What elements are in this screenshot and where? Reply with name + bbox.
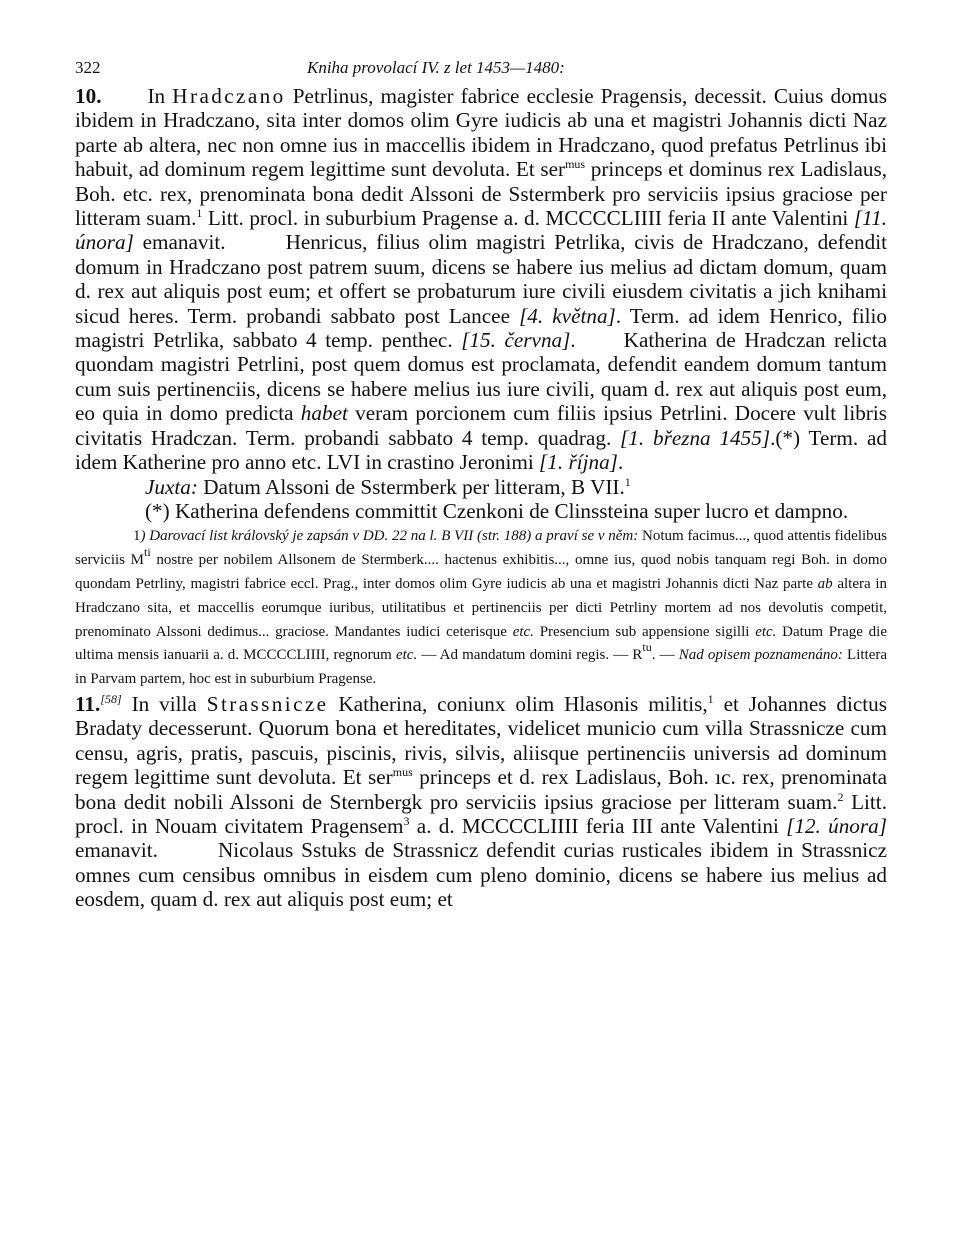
text-run: .	[570, 328, 576, 353]
entry-11	[75, 692, 887, 912]
superscript: mus	[392, 765, 413, 780]
main-text	[75, 84, 887, 912]
footnote-lead: ) Darovací list královský je zapsán v DD. 22 na l. B VII (str. 188) a praví se v něm:	[140, 528, 639, 545]
footnote-text	[75, 525, 887, 692]
running-title: Kniha provolací IV. z let 1453—1480:	[307, 58, 565, 77]
footnote-ref: 3	[403, 813, 410, 828]
text-run: . Term. ad idem Henrico, filio magistri Petrlika, sabbato 4 temp. penthec.	[75, 303, 887, 353]
juxta-line	[75, 475, 887, 499]
juxta-label: Juxta:	[145, 474, 198, 499]
text-run: et Johannes dictus Bradaty decesserunt. Quorum bona et hereditates, videlicet municio cum villa Strassnicze cum censu, agris, pratis, pascuis, piscinis, rivis, silvis, aliisque pertinenciis universis ad dominum regem legittime sunt devoluta. Et ser	[75, 691, 888, 790]
entry-number: 10.	[75, 84, 102, 108]
page-number: 322	[75, 58, 101, 77]
date-note: [1. března 1455]	[620, 425, 771, 450]
text-run: .(*) Term. ad idem Katherine pro anno etc. LVI in crastino Jeronimi	[75, 425, 887, 475]
text-run: In	[147, 84, 173, 108]
text-run: emanavit.	[133, 230, 226, 255]
text-run: Petrlinus, magister fabrice ecclesie Pragensis, decessit. Cuius domus ibidem in Hradczano, sita inter domos olim Gyre iudicis ab una et magistri Johannis dicti Naz parte ab altera, nec non omne ius in maccellis ibidem in Hradczano, quod prefatus Petrlinus ibi habuit, ad dominum regem legittime sunt devoluta. Et ser	[75, 84, 888, 182]
text-run: — Ad mandatum domini regis. — R	[417, 647, 643, 664]
text-run: Nicolaus Sstuks de Strassnicz defendit curias rusticales ibidem in Strassnicz omnes cum censibus omnibus in eisdem cum pleno dominio, dicens se habere ius melius ad eosdem, quam d. rex aut aliquis post eum; et	[75, 838, 887, 912]
date-note: [4. května]	[519, 303, 616, 328]
superscript: tu	[642, 640, 652, 655]
text-run: Notum facimus..., quod attentis fidelibus serviciis M	[75, 528, 888, 569]
date-note: [1. října]	[539, 450, 618, 475]
date-note: [12. února]	[786, 813, 887, 838]
emphasis: Nad opisem poznamenáno:	[678, 647, 843, 664]
text-run: Datum Alssoni de Sstermberk per litteram, B VII.	[197, 474, 625, 499]
text-run: Katherina de Hradczan relicta quondam magistri Petrlini, post quem domus est proclamata, defendit eandem domum tantum cum suis pertinenciis, dicens se habere melius ius iure civili, quam d. rex aut aliquis post eum, eo quia in domo predicta	[75, 328, 887, 426]
emphasis: etc.	[395, 647, 418, 664]
text-run: emanavit.	[75, 838, 158, 863]
superscript: mus	[565, 157, 586, 172]
text-run: Littera in Parvam partem, hoc est in suburbium Pragense.	[75, 647, 888, 688]
text-run: Presencium sub appensione sigilli	[533, 623, 756, 640]
emphasis: habet	[300, 401, 348, 426]
footnote-1	[75, 525, 887, 692]
footnote-ref: 1	[624, 474, 631, 489]
text-run: Datum Prage die ultima mensis ianuarii a. d. MCCCCLIIII, regnorum	[75, 623, 887, 664]
text-run: Katherina, coniunx olim Hlasonis militis,	[328, 691, 708, 716]
text-run: altera in Hradczano sita, et maccellis eorumque iuribus, utilitatibus et pertinenciis per dicti Petrliny mortem ad nos devolutis competit, prenominato Alssoni dedimus... graciose. Mandantes iudici ceterisque	[75, 575, 887, 640]
text-run: nostre per nobilem Allsonem de Stermberk.... hactenus exhibitis..., omne ius, quod nobis tanquam regi Boh. in domo quondam Petrliny, magistri fabrice eccl. Prag., inter domos olim Gyre iudicis ab una et magistri Johannis dicti Naz parte	[75, 552, 887, 592]
original-number: [58]	[100, 691, 122, 706]
entry-10	[75, 84, 887, 475]
text-run: Litt. procl. in Nouam civitatem Pragensem	[75, 789, 887, 838]
text-run: .	[617, 450, 624, 475]
date-note: [11. února]	[75, 206, 887, 255]
emphasis: ab	[817, 575, 833, 592]
footnote-ref: 1	[707, 691, 714, 706]
text-run: princeps et dominus rex Ladislaus, Boh. etc. rex, prenominata bona dedit Alssoni de Sstermberk pro serviciis ipsius graciose per litteram suam.	[75, 157, 887, 231]
footnote-marker: 1	[133, 528, 141, 545]
emphasis: etc.	[512, 623, 534, 640]
footnote-ref: 1	[196, 206, 203, 221]
place-name: Strassnicze	[206, 691, 329, 716]
entry-number: 11.	[75, 691, 101, 716]
footnote-ref: 2	[837, 789, 844, 804]
date-note: [15. června]	[461, 328, 571, 353]
text-run: . —	[651, 647, 679, 664]
text-run: Henricus, filius olim magistri Petrlika, civis de Hradczano, defendit domum in Hradczano post patrem suum, dicens se habere ius melius ad dictam domum, quam d. rex aut aliquis post eum; et offert se probaturum iure civili eiusdem civitatis a jich knihami sicud heres. Term. probandi sabbato post Lancee	[75, 230, 887, 328]
text-run: Litt. procl. in suburbium Pragense a. d. MCCCCLIIII feria II ante Valentini	[202, 206, 854, 231]
page-header	[75, 58, 887, 84]
text-run: veram porcionem cum filiis ipsius Petrlini. Docere vult libris civitatis Hradczan. Term. probandi sabbato 4 temp. quadrag.	[75, 401, 887, 450]
text-run: princeps et d. rex Ladislaus, Boh. ıc. rex, prenominata bona dedit nobili Alssoni de Sternbergk pro serviciis ipsius graciose per litteram suam.	[75, 765, 888, 814]
superscript: ti	[144, 545, 151, 560]
text-run: a. d. MCCCCLIIII feria III ante Valentini	[409, 813, 787, 838]
text-run: In villa	[121, 691, 207, 716]
page	[75, 58, 887, 912]
star-note: (*) Katherina defendens committit Czenkoni de Clinssteina super lucro et dampno.	[145, 498, 849, 523]
emphasis: etc.	[755, 623, 777, 640]
place-name: Hradczano	[172, 84, 286, 108]
